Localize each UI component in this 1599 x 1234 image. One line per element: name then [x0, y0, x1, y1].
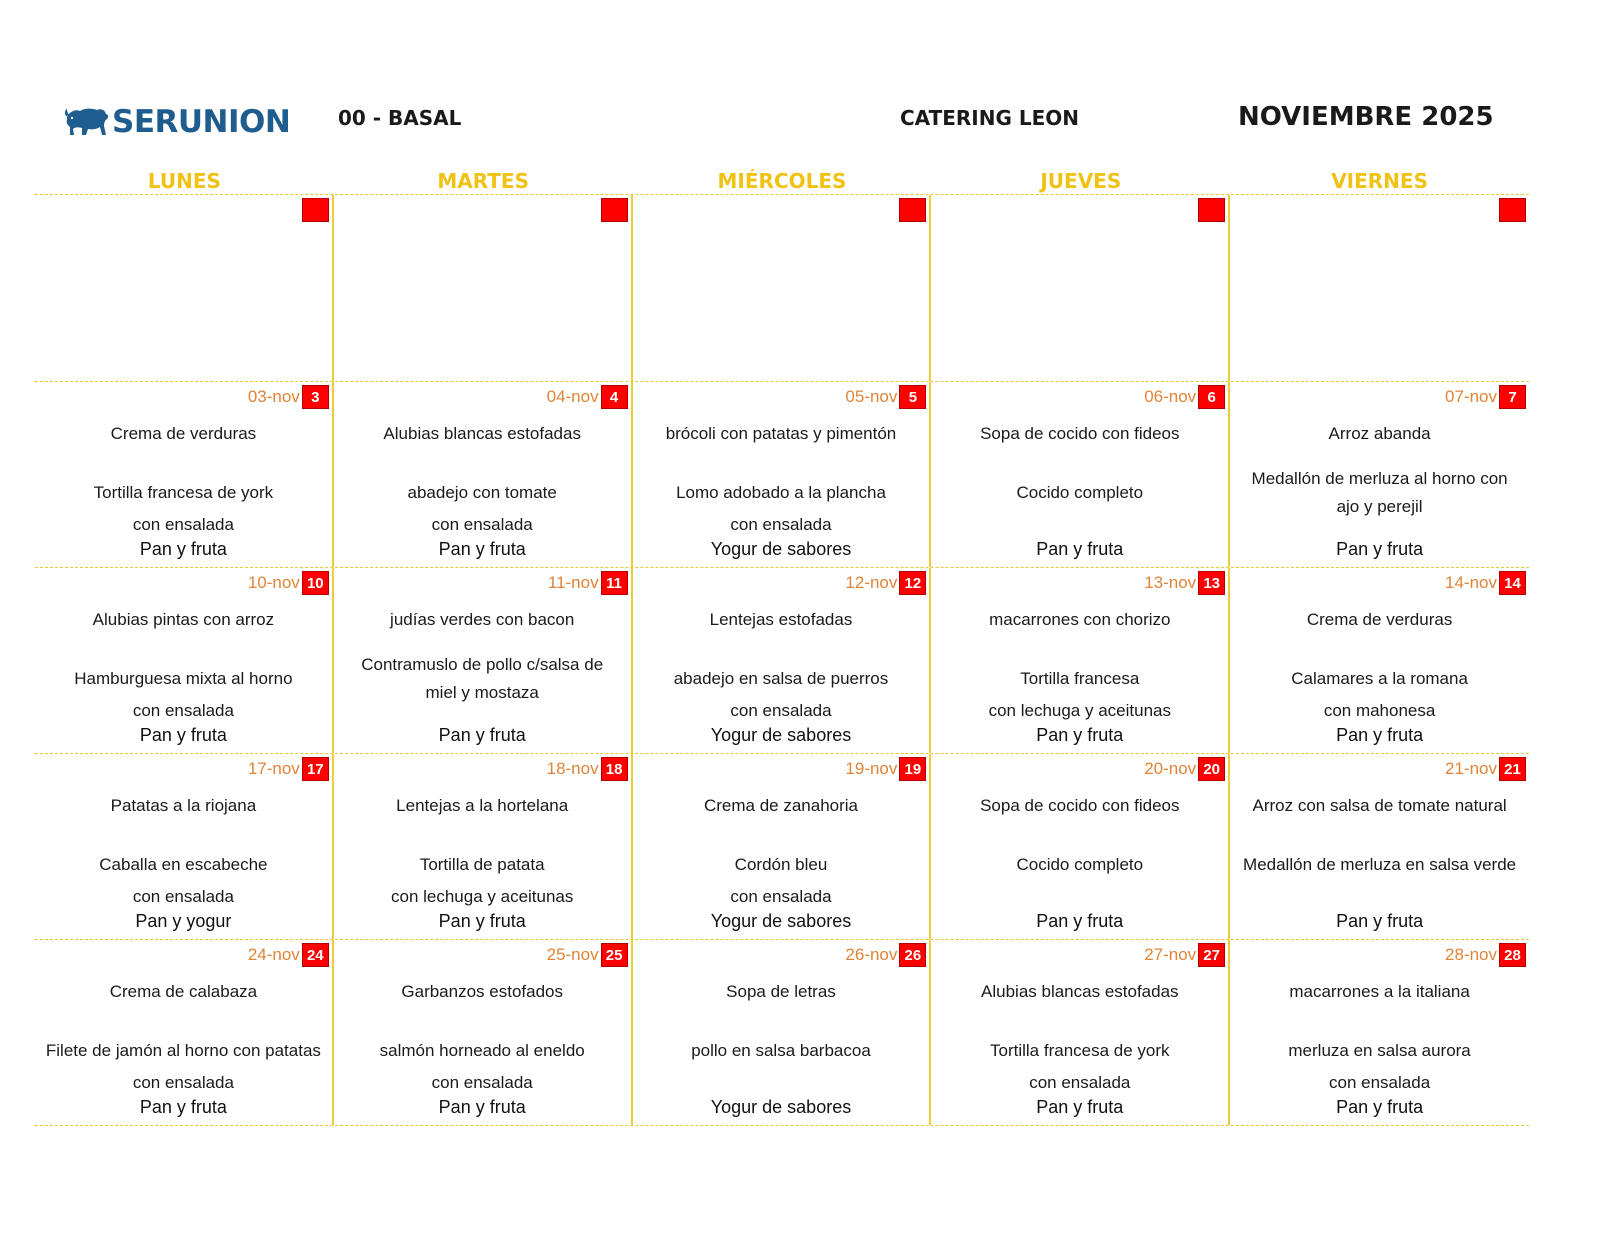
second-course: Tortilla francesa de york	[93, 483, 274, 502]
week-row	[35, 754, 1529, 940]
dessert: Pan y fruta	[1336, 539, 1424, 559]
side-dish: con ensalada	[730, 887, 832, 906]
first-course: Sopa de cocido con fideos	[980, 796, 1180, 815]
weekday-header	[35, 168, 1529, 195]
day-cell	[931, 568, 1230, 753]
day-number-badge: 13	[1198, 571, 1225, 595]
first-course: judías verdes con bacon	[390, 610, 575, 629]
second-course: Tortilla francesa	[1020, 669, 1140, 688]
date-label: 28-nov	[1445, 945, 1497, 964]
second-course: Cocido completo	[1016, 855, 1144, 874]
day-number-badge: 26	[899, 943, 926, 967]
date-label: 25-nov	[546, 945, 599, 964]
date-label: 24-nov	[247, 945, 300, 964]
second-course: merluza en salsa aurora	[1288, 1041, 1471, 1060]
dessert: Pan y fruta	[1336, 725, 1424, 745]
second-course: Cordón bleu	[734, 855, 828, 874]
day-number-badge	[1499, 198, 1526, 222]
side-dish	[1240, 513, 1519, 537]
menu-code: 00 - BASAL	[338, 106, 462, 130]
day-number-badge: 12	[899, 571, 926, 595]
dessert: Yogur de sabores	[710, 1097, 852, 1117]
brand-logo	[64, 104, 290, 140]
second-course: Contramuslo de pollo c/salsa de miel y mostaza	[361, 655, 604, 702]
first-course: brócoli con patatas y pimentón	[665, 424, 897, 443]
side-dish: con ensalada	[431, 1073, 533, 1092]
day-number-badge	[601, 198, 628, 222]
brand-name: SERUNION	[112, 104, 291, 140]
day-number-badge: 11	[601, 571, 628, 595]
weekday-tuesday: MARTES	[437, 169, 529, 193]
day-number-badge: 21	[1499, 757, 1526, 781]
day-number-badge: 19	[899, 757, 926, 781]
weekday-friday: VIERNES	[1331, 169, 1428, 193]
second-course: pollo en salsa barbacoa	[691, 1041, 871, 1060]
first-course: Garbanzos estofados	[401, 982, 563, 1001]
side-dish: con lechuga y aceitunas	[390, 887, 574, 906]
weekday-thursday: JUEVES	[1040, 169, 1122, 193]
dessert: Pan y yogur	[135, 911, 232, 931]
second-course: Lomo adobado a la plancha	[676, 483, 886, 502]
day-number-badge: 24	[302, 943, 329, 967]
day-number-badge: 5	[899, 385, 926, 409]
day-cell	[931, 382, 1230, 567]
first-course: macarrones con chorizo	[989, 610, 1171, 629]
dessert: Pan y fruta	[438, 725, 526, 745]
first-course: Sopa de cocido con fideos	[980, 424, 1180, 443]
day-cell	[633, 754, 932, 939]
first-course: macarrones a la italiana	[1289, 982, 1470, 1001]
day-number-badge: 10	[302, 571, 329, 595]
first-course: Crema de verduras	[1306, 610, 1453, 629]
second-course: Filete de jamón al horno con patatas	[45, 1041, 321, 1060]
first-course: Crema de zanahoria	[703, 796, 858, 815]
week-row	[35, 382, 1529, 568]
date-label: 17-nov	[247, 759, 300, 778]
dessert: Pan y fruta	[438, 911, 526, 931]
date-label: 05-nov	[845, 387, 898, 406]
side-dish: con mahonesa	[1323, 701, 1436, 720]
date-label: 26-nov	[845, 945, 898, 964]
side-dish: con ensalada	[132, 887, 234, 906]
first-course: Sopa de letras	[726, 982, 836, 1001]
second-course: Cocido completo	[1016, 483, 1144, 502]
first-course: Alubias blancas estofadas	[383, 424, 581, 443]
bull-icon	[64, 105, 110, 139]
day-cell-empty	[334, 195, 633, 381]
day-cell	[334, 568, 633, 753]
week-row	[35, 195, 1529, 382]
day-cell	[334, 940, 633, 1125]
side-dish	[1240, 885, 1519, 909]
weekday-wednesday: MIÉRCOLES	[717, 169, 847, 193]
day-cell	[633, 940, 932, 1125]
date-label: 07-nov	[1445, 387, 1497, 406]
date-label: 10-nov	[247, 573, 300, 592]
first-course: Crema de calabaza	[109, 982, 258, 1001]
week-row	[35, 940, 1529, 1126]
first-course: Alubias pintas con arroz	[92, 610, 275, 629]
day-number-badge: 25	[601, 943, 628, 967]
day-cell	[1230, 568, 1529, 753]
second-course: Caballa en escabeche	[99, 855, 268, 874]
side-dish	[344, 699, 621, 723]
day-number-badge: 4	[601, 385, 628, 409]
day-number-badge: 7	[1499, 385, 1526, 409]
first-course: Crema de verduras	[110, 424, 257, 443]
day-cell	[35, 940, 334, 1125]
dessert: Yogur de sabores	[710, 911, 852, 931]
day-number-badge: 27	[1198, 943, 1225, 967]
day-number-badge	[899, 198, 926, 222]
day-number-badge	[302, 198, 329, 222]
dessert: Pan y fruta	[139, 539, 227, 559]
side-dish: con ensalada	[1329, 1073, 1431, 1092]
date-label: 11-nov	[547, 573, 599, 592]
first-course: Lentejas a la hortelana	[396, 796, 569, 815]
side-dish: con ensalada	[730, 515, 832, 534]
dessert: Pan y fruta	[139, 1097, 227, 1117]
day-number-badge: 6	[1198, 385, 1225, 409]
day-cell	[931, 940, 1230, 1125]
day-cell-empty	[1230, 195, 1529, 381]
second-course: salmón horneado al eneldo	[379, 1041, 585, 1060]
side-dish	[643, 1071, 920, 1095]
date-label: 04-nov	[546, 387, 599, 406]
dessert: Pan y fruta	[1336, 911, 1424, 931]
second-course: Tortilla de patata	[419, 855, 545, 874]
month-title: NOVIEMBRE 2025	[1238, 102, 1494, 132]
day-number-badge: 3	[302, 385, 329, 409]
first-course: Patatas a la riojana	[110, 796, 257, 815]
date-label: 21-nov	[1445, 759, 1497, 778]
day-number-badge: 20	[1198, 757, 1225, 781]
side-dish: con ensalada	[132, 515, 234, 534]
day-cell	[931, 754, 1230, 939]
catering-title: CATERING LEON	[900, 106, 1080, 130]
second-course: abadejo en salsa de puerros	[673, 669, 889, 688]
dessert: Pan y fruta	[1036, 1097, 1124, 1117]
second-course: abadejo con tomate	[407, 483, 557, 502]
day-cell-empty	[931, 195, 1230, 381]
week-row	[35, 568, 1529, 754]
second-course: Medallón de merluza al horno con ajo y perejil	[1251, 469, 1508, 516]
side-dish: con ensalada	[730, 701, 832, 720]
date-label: 14-nov	[1445, 573, 1497, 592]
side-dish: con ensalada	[431, 515, 533, 534]
side-dish: con ensalada	[132, 1073, 234, 1092]
date-label: 12-nov	[845, 573, 898, 592]
day-number-badge: 14	[1499, 571, 1526, 595]
side-dish	[941, 885, 1218, 909]
side-dish	[941, 513, 1218, 537]
first-course: Alubias blancas estofadas	[981, 982, 1179, 1001]
day-cell	[35, 754, 334, 939]
dessert: Pan y fruta	[1336, 1097, 1424, 1117]
dessert: Pan y fruta	[438, 539, 526, 559]
day-cell	[633, 382, 932, 567]
day-cell	[35, 568, 334, 753]
date-label: 03-nov	[247, 387, 300, 406]
day-number-badge: 18	[601, 757, 628, 781]
date-label: 19-nov	[845, 759, 898, 778]
dessert: Pan y fruta	[1036, 911, 1124, 931]
day-cell	[35, 382, 334, 567]
second-course: Hamburguesa mixta al horno	[74, 669, 293, 688]
side-dish: con lechuga y aceitunas	[988, 701, 1171, 720]
side-dish: con ensalada	[1029, 1073, 1131, 1092]
day-cell	[1230, 382, 1529, 567]
menu-calendar	[35, 168, 1529, 1126]
day-cell	[1230, 754, 1529, 939]
day-cell	[633, 568, 932, 753]
day-cell	[334, 382, 633, 567]
day-number-badge	[1198, 198, 1225, 222]
second-course: Tortilla francesa de york	[990, 1041, 1170, 1060]
day-number-badge: 17	[302, 757, 329, 781]
date-label: 27-nov	[1144, 945, 1197, 964]
date-label: 06-nov	[1144, 387, 1197, 406]
date-label: 18-nov	[546, 759, 599, 778]
weekday-monday: LUNES	[147, 169, 221, 193]
dessert: Pan y fruta	[1036, 725, 1124, 745]
dessert: Pan y fruta	[438, 1097, 526, 1117]
side-dish: con ensalada	[132, 701, 234, 720]
date-label: 20-nov	[1144, 759, 1197, 778]
day-cell	[334, 754, 633, 939]
first-course: Lentejas estofadas	[709, 610, 853, 629]
day-cell-empty	[35, 195, 334, 381]
second-course: Calamares a la romana	[1291, 669, 1468, 688]
first-course: Arroz con salsa de tomate natural	[1252, 796, 1507, 815]
day-cell-empty	[633, 195, 932, 381]
dessert: Pan y fruta	[1036, 539, 1124, 559]
first-course: Arroz abanda	[1328, 424, 1431, 443]
second-course: Medallón de merluza en salsa verde	[1243, 855, 1517, 874]
dessert: Yogur de sabores	[710, 725, 852, 745]
day-number-badge: 28	[1499, 943, 1526, 967]
date-label: 13-nov	[1144, 573, 1197, 592]
day-cell	[1230, 940, 1529, 1125]
dessert: Pan y fruta	[139, 725, 227, 745]
dessert: Yogur de sabores	[710, 539, 852, 559]
